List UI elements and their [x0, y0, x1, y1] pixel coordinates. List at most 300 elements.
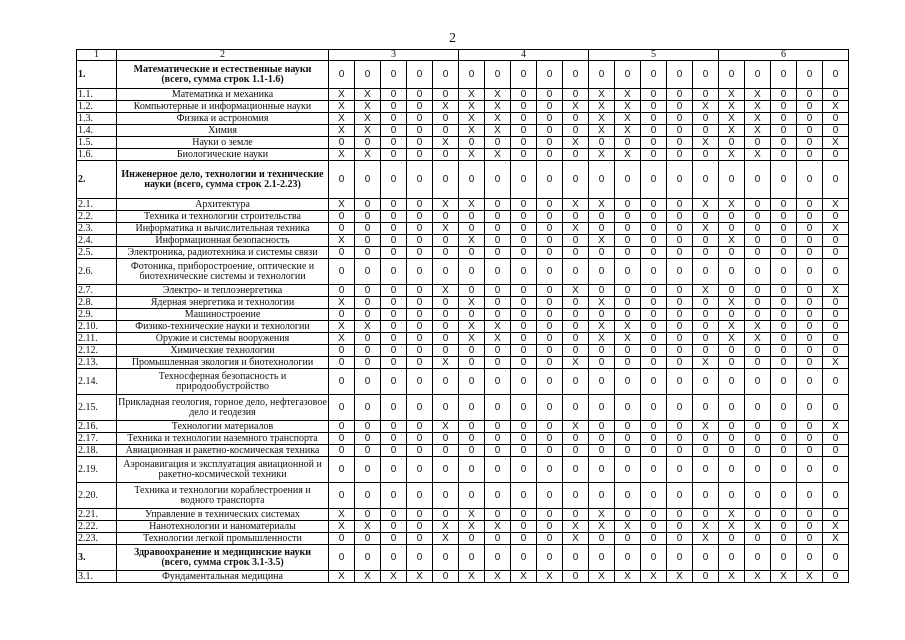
value-cell: 0 — [381, 533, 407, 545]
value-cell: 0 — [745, 457, 771, 483]
value-cell: X — [355, 125, 381, 137]
value-cell: 0 — [355, 259, 381, 285]
value-cell: 0 — [641, 259, 667, 285]
value-cell: 0 — [511, 137, 537, 149]
value-cell: X — [589, 333, 615, 345]
value-cell: 0 — [667, 149, 693, 161]
value-cell: 0 — [537, 61, 563, 89]
value-cell: X — [459, 149, 485, 161]
value-cell: 0 — [745, 369, 771, 395]
value-cell: 0 — [511, 89, 537, 101]
value-cell: 0 — [563, 345, 589, 357]
value-cell: 0 — [329, 395, 355, 421]
value-cell: 0 — [537, 321, 563, 333]
table-row — [77, 357, 849, 369]
value-cell: X — [745, 571, 771, 583]
value-cell: 0 — [771, 125, 797, 137]
value-cell: 0 — [797, 533, 823, 545]
value-cell: 0 — [641, 89, 667, 101]
value-cell: 0 — [797, 113, 823, 125]
value-cell: X — [459, 89, 485, 101]
value-cell: 0 — [355, 247, 381, 259]
value-cell: 0 — [511, 247, 537, 259]
value-cell: 0 — [771, 421, 797, 433]
value-cell: 0 — [537, 309, 563, 321]
value-cell: X — [693, 137, 719, 149]
value-cell: 0 — [459, 309, 485, 321]
value-cell: 0 — [771, 533, 797, 545]
value-cell: 0 — [693, 483, 719, 509]
value-cell: 0 — [511, 369, 537, 395]
value-cell: X — [719, 571, 745, 583]
value-cell: X — [329, 235, 355, 247]
value-cell: 0 — [459, 357, 485, 369]
table-row — [77, 571, 849, 583]
value-cell: X — [485, 571, 511, 583]
value-cell: X — [563, 421, 589, 433]
row-number: 2.14. — [77, 369, 117, 395]
value-cell: 0 — [381, 357, 407, 369]
value-cell: 0 — [485, 457, 511, 483]
value-cell: 0 — [771, 345, 797, 357]
value-cell: X — [459, 235, 485, 247]
value-cell: X — [433, 357, 459, 369]
table-row — [77, 125, 849, 137]
value-cell: 0 — [667, 211, 693, 223]
table-row — [77, 309, 849, 321]
value-cell: X — [615, 333, 641, 345]
header-row — [77, 50, 849, 61]
value-cell: 0 — [823, 211, 849, 223]
value-cell: 0 — [797, 457, 823, 483]
value-cell: 0 — [641, 369, 667, 395]
value-cell: 0 — [745, 357, 771, 369]
value-cell: 0 — [407, 235, 433, 247]
value-cell: 0 — [823, 125, 849, 137]
value-cell: X — [563, 137, 589, 149]
table-row — [77, 89, 849, 101]
value-cell: X — [485, 149, 511, 161]
row-number: 1.5. — [77, 137, 117, 149]
value-cell: 0 — [641, 149, 667, 161]
row-name: Технологии легкой промышленности — [117, 533, 329, 545]
value-cell: 0 — [797, 137, 823, 149]
value-cell: 0 — [433, 333, 459, 345]
value-cell: X — [693, 223, 719, 235]
table-row — [77, 297, 849, 309]
value-cell: 0 — [355, 457, 381, 483]
value-cell: 0 — [719, 61, 745, 89]
value-cell: 0 — [329, 445, 355, 457]
value-cell: 0 — [641, 521, 667, 533]
table-row — [77, 483, 849, 509]
value-cell: 0 — [641, 125, 667, 137]
value-cell: 0 — [511, 235, 537, 247]
value-cell: 0 — [589, 247, 615, 259]
value-cell: 0 — [381, 101, 407, 113]
value-cell: X — [459, 199, 485, 211]
value-cell: 0 — [537, 297, 563, 309]
value-cell: 0 — [537, 357, 563, 369]
value-cell: X — [823, 421, 849, 433]
value-cell: 0 — [771, 433, 797, 445]
row-number: 2.23. — [77, 533, 117, 545]
value-cell: 0 — [563, 309, 589, 321]
value-cell: 0 — [615, 545, 641, 571]
row-name: Нанотехнологии и наноматериалы — [117, 521, 329, 533]
value-cell: 0 — [407, 395, 433, 421]
value-cell: 0 — [329, 421, 355, 433]
value-cell: 0 — [823, 445, 849, 457]
value-cell: 0 — [719, 395, 745, 421]
value-cell: 0 — [563, 321, 589, 333]
value-cell: 0 — [797, 483, 823, 509]
value-cell: X — [745, 125, 771, 137]
row-number: 2.5. — [77, 247, 117, 259]
value-cell: 0 — [407, 533, 433, 545]
value-cell: 0 — [381, 395, 407, 421]
page-number: 2 — [449, 31, 456, 46]
value-cell: X — [589, 321, 615, 333]
value-cell: X — [329, 101, 355, 113]
value-cell: X — [589, 149, 615, 161]
value-cell: 0 — [745, 199, 771, 211]
value-cell: 0 — [485, 545, 511, 571]
value-cell: 0 — [355, 285, 381, 297]
value-cell: 0 — [589, 445, 615, 457]
header-cell: 2 — [117, 50, 329, 61]
value-cell: 0 — [745, 533, 771, 545]
value-cell: 0 — [615, 457, 641, 483]
value-cell: X — [719, 125, 745, 137]
value-cell: 0 — [511, 259, 537, 285]
row-number: 2.7. — [77, 285, 117, 297]
value-cell: X — [329, 149, 355, 161]
header-cell: 1 — [77, 50, 117, 61]
value-cell: 0 — [355, 333, 381, 345]
value-cell: 0 — [537, 483, 563, 509]
value-cell: 0 — [771, 321, 797, 333]
row-number: 1.6. — [77, 149, 117, 161]
value-cell: 0 — [407, 521, 433, 533]
value-cell: 0 — [823, 483, 849, 509]
value-cell: 0 — [667, 113, 693, 125]
value-cell: 0 — [537, 199, 563, 211]
value-cell: 0 — [459, 345, 485, 357]
value-cell: X — [615, 89, 641, 101]
value-cell: 0 — [329, 457, 355, 483]
value-cell: 0 — [407, 345, 433, 357]
row-name: Физика и астрономия — [117, 113, 329, 125]
value-cell: 0 — [693, 211, 719, 223]
value-cell: 0 — [329, 545, 355, 571]
value-cell: 0 — [381, 545, 407, 571]
value-cell: 0 — [589, 421, 615, 433]
value-cell: 0 — [407, 457, 433, 483]
value-cell: 0 — [407, 421, 433, 433]
value-cell: 0 — [407, 223, 433, 235]
value-cell: 0 — [823, 509, 849, 521]
value-cell: 0 — [797, 247, 823, 259]
value-cell: 0 — [693, 457, 719, 483]
value-cell: X — [719, 101, 745, 113]
value-cell: 0 — [667, 345, 693, 357]
value-cell: 0 — [719, 545, 745, 571]
value-cell: 0 — [511, 509, 537, 521]
value-cell: X — [589, 509, 615, 521]
value-cell: 0 — [797, 161, 823, 199]
value-cell: 0 — [771, 101, 797, 113]
value-cell: X — [329, 199, 355, 211]
row-name: Оружие и системы вооружения — [117, 333, 329, 345]
value-cell: 0 — [433, 113, 459, 125]
value-cell: 0 — [693, 161, 719, 199]
value-cell: 0 — [563, 125, 589, 137]
value-cell: 0 — [615, 259, 641, 285]
value-cell: 0 — [381, 161, 407, 199]
value-cell: 0 — [667, 433, 693, 445]
value-cell: 0 — [745, 509, 771, 521]
value-cell: 0 — [823, 321, 849, 333]
value-cell: 0 — [511, 61, 537, 89]
value-cell: 0 — [329, 247, 355, 259]
row-name: Фундаментальная медицина — [117, 571, 329, 583]
value-cell: X — [329, 571, 355, 583]
value-cell: 0 — [407, 297, 433, 309]
row-name: Техносферная безопасность и природообустройство — [117, 369, 329, 395]
value-cell: X — [381, 571, 407, 583]
value-cell: 0 — [667, 545, 693, 571]
value-cell: 0 — [459, 421, 485, 433]
row-name: Математические и естественные науки (всего, сумма строк 1.1-1.6) — [117, 61, 329, 89]
row-name: Управление в технических системах — [117, 509, 329, 521]
value-cell: X — [693, 533, 719, 545]
value-cell: 0 — [407, 113, 433, 125]
value-cell: 0 — [589, 211, 615, 223]
value-cell: 0 — [797, 61, 823, 89]
value-cell: 0 — [485, 223, 511, 235]
value-cell: 0 — [355, 421, 381, 433]
value-cell: 0 — [641, 211, 667, 223]
value-cell: X — [797, 571, 823, 583]
value-cell: X — [615, 101, 641, 113]
value-cell: X — [563, 199, 589, 211]
value-cell: 0 — [459, 545, 485, 571]
value-cell: 0 — [355, 235, 381, 247]
value-cell: 0 — [641, 137, 667, 149]
row-name: Техника и технологии кораблестроения и водного транспорта — [117, 483, 329, 509]
value-cell: X — [355, 113, 381, 125]
value-cell: X — [563, 521, 589, 533]
value-cell: 0 — [381, 285, 407, 297]
value-cell: X — [719, 199, 745, 211]
value-cell: 0 — [407, 211, 433, 223]
value-cell: 0 — [563, 235, 589, 247]
value-cell: 0 — [563, 149, 589, 161]
value-cell: 0 — [511, 445, 537, 457]
value-cell: 0 — [745, 483, 771, 509]
value-cell: 0 — [667, 125, 693, 137]
value-cell: 0 — [797, 211, 823, 223]
value-cell: X — [693, 199, 719, 211]
value-cell: 0 — [355, 161, 381, 199]
value-cell: 0 — [667, 309, 693, 321]
row-name: Прикладная геология, горное дело, нефтегазовое дело и геодезия — [117, 395, 329, 421]
value-cell: 0 — [381, 445, 407, 457]
value-cell: 0 — [719, 211, 745, 223]
row-number: 3.1. — [77, 571, 117, 583]
value-cell: 0 — [719, 445, 745, 457]
value-cell: 0 — [719, 309, 745, 321]
value-cell: 0 — [563, 113, 589, 125]
row-name: Науки о земле — [117, 137, 329, 149]
value-cell: 0 — [537, 395, 563, 421]
value-cell: 0 — [511, 309, 537, 321]
value-cell: 0 — [693, 259, 719, 285]
header-cell: 6 — [719, 50, 849, 61]
row-number: 2.4. — [77, 235, 117, 247]
value-cell: 0 — [667, 61, 693, 89]
value-cell: 0 — [433, 345, 459, 357]
value-cell: X — [745, 101, 771, 113]
value-cell: 0 — [719, 223, 745, 235]
value-cell: 0 — [693, 509, 719, 521]
table-row — [77, 545, 849, 571]
value-cell: 0 — [641, 113, 667, 125]
value-cell: 0 — [823, 161, 849, 199]
value-cell: 0 — [381, 259, 407, 285]
value-cell: X — [589, 235, 615, 247]
value-cell: 0 — [693, 445, 719, 457]
value-cell: X — [719, 521, 745, 533]
value-cell: X — [329, 113, 355, 125]
value-cell: 0 — [407, 545, 433, 571]
value-cell: 0 — [771, 137, 797, 149]
row-number: 2.16. — [77, 421, 117, 433]
value-cell: 0 — [771, 211, 797, 223]
row-name: Информационная безопасность — [117, 235, 329, 247]
value-cell: 0 — [537, 223, 563, 235]
value-cell: X — [615, 571, 641, 583]
value-cell: 0 — [407, 333, 433, 345]
data-table — [76, 49, 849, 583]
value-cell: 0 — [485, 509, 511, 521]
value-cell: 0 — [381, 223, 407, 235]
value-cell: X — [459, 571, 485, 583]
row-number: 2.6. — [77, 259, 117, 285]
value-cell: 0 — [641, 483, 667, 509]
value-cell: 0 — [667, 297, 693, 309]
value-cell: 0 — [667, 521, 693, 533]
value-cell: 0 — [615, 445, 641, 457]
value-cell: X — [589, 521, 615, 533]
value-cell: 0 — [433, 321, 459, 333]
value-cell: X — [823, 285, 849, 297]
value-cell: 0 — [537, 113, 563, 125]
value-cell: 0 — [667, 533, 693, 545]
row-number: 2.18. — [77, 445, 117, 457]
value-cell: 0 — [667, 161, 693, 199]
value-cell: 0 — [797, 433, 823, 445]
value-cell: 0 — [667, 509, 693, 521]
value-cell: X — [719, 297, 745, 309]
value-cell: X — [615, 321, 641, 333]
value-cell: 0 — [641, 457, 667, 483]
value-cell: X — [823, 357, 849, 369]
value-cell: 0 — [381, 235, 407, 247]
value-cell: X — [719, 509, 745, 521]
value-cell: 0 — [771, 457, 797, 483]
row-number: 2.17. — [77, 433, 117, 445]
value-cell: 0 — [745, 421, 771, 433]
value-cell: 0 — [355, 137, 381, 149]
row-name: Химия — [117, 125, 329, 137]
value-cell: X — [719, 321, 745, 333]
value-cell: 0 — [771, 357, 797, 369]
value-cell: 0 — [667, 357, 693, 369]
value-cell: 0 — [589, 369, 615, 395]
value-cell: 0 — [641, 309, 667, 321]
value-cell: 0 — [485, 199, 511, 211]
table-row — [77, 509, 849, 521]
value-cell: 0 — [563, 395, 589, 421]
value-cell: 0 — [693, 297, 719, 309]
value-cell: 0 — [719, 483, 745, 509]
value-cell: 0 — [667, 247, 693, 259]
value-cell: 0 — [381, 297, 407, 309]
value-cell: 0 — [615, 421, 641, 433]
value-cell: 0 — [407, 321, 433, 333]
value-cell: 0 — [381, 61, 407, 89]
value-cell: 0 — [771, 369, 797, 395]
value-cell: 0 — [355, 211, 381, 223]
value-cell: 0 — [511, 533, 537, 545]
value-cell: 0 — [771, 521, 797, 533]
value-cell: X — [355, 571, 381, 583]
value-cell: 0 — [563, 297, 589, 309]
value-cell: 0 — [771, 113, 797, 125]
value-cell: 0 — [563, 457, 589, 483]
value-cell: 0 — [719, 433, 745, 445]
value-cell: 0 — [589, 309, 615, 321]
value-cell: X — [485, 321, 511, 333]
value-cell: 0 — [485, 421, 511, 433]
value-cell: 0 — [511, 521, 537, 533]
value-cell: 0 — [511, 125, 537, 137]
value-cell: X — [719, 89, 745, 101]
value-cell: 0 — [589, 433, 615, 445]
value-cell: 0 — [615, 395, 641, 421]
value-cell: 0 — [485, 235, 511, 247]
value-cell: X — [589, 101, 615, 113]
value-cell: 0 — [823, 247, 849, 259]
value-cell: 0 — [459, 445, 485, 457]
value-cell: 0 — [771, 61, 797, 89]
value-cell: 0 — [355, 545, 381, 571]
value-cell: X — [485, 125, 511, 137]
value-cell: X — [693, 357, 719, 369]
value-cell: 0 — [407, 433, 433, 445]
value-cell: 0 — [407, 149, 433, 161]
value-cell: 0 — [693, 333, 719, 345]
value-cell: 0 — [615, 483, 641, 509]
value-cell: 0 — [381, 125, 407, 137]
value-cell: 0 — [667, 395, 693, 421]
value-cell: 0 — [719, 161, 745, 199]
value-cell: 0 — [563, 259, 589, 285]
value-cell: 0 — [641, 345, 667, 357]
value-cell: 0 — [459, 61, 485, 89]
